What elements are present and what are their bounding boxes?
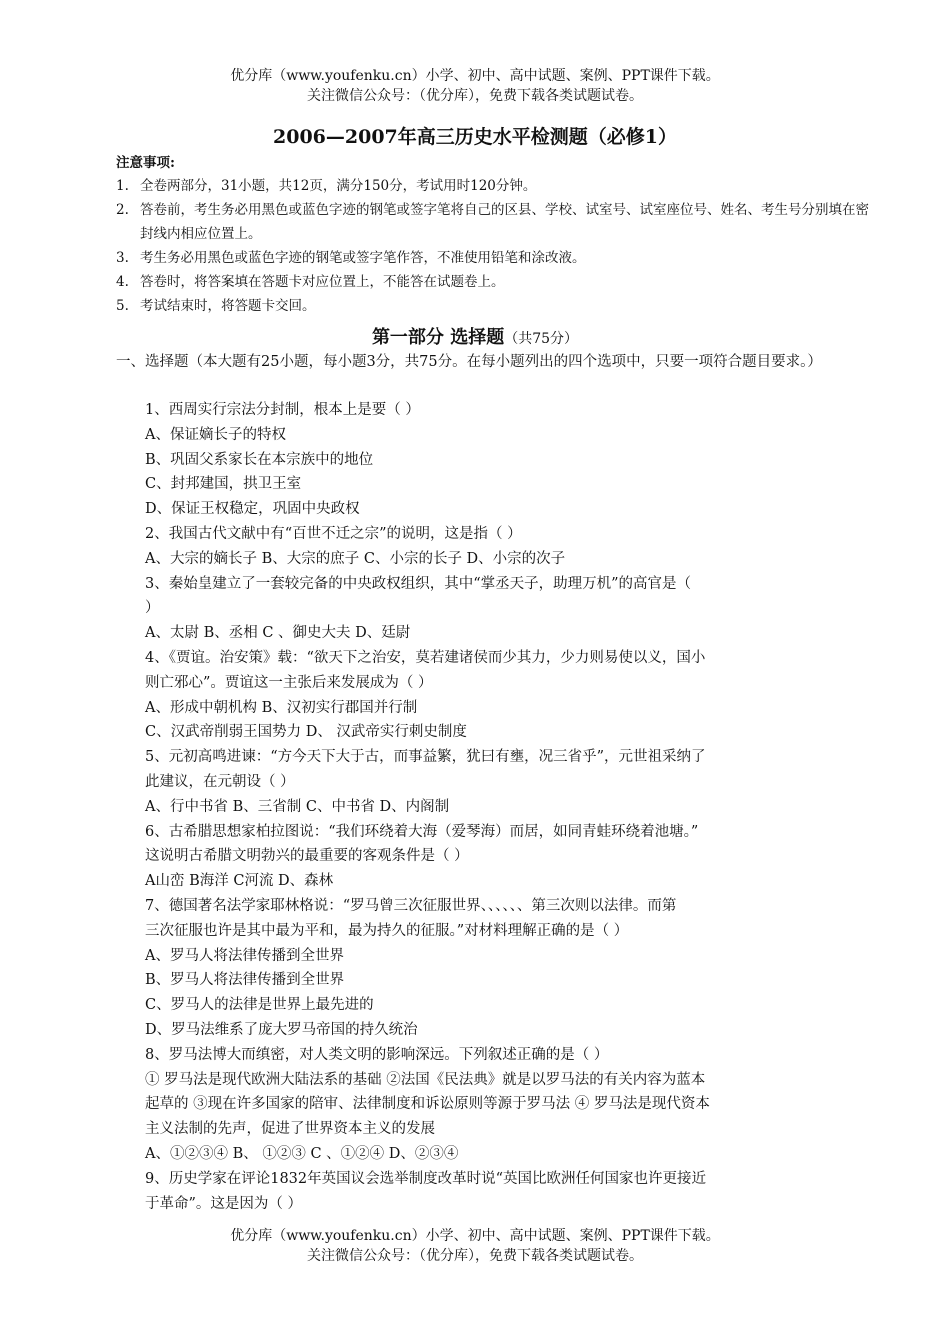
notice-item-text: 考试结束时，将答题卡交回。: [140, 298, 316, 314]
notice-heading: 注意事项:: [116, 155, 175, 171]
section-title-score: （共75分）: [504, 331, 579, 347]
question-line: A、①②③④ B、 ①②③ C 、①②④ D、②③④: [145, 1145, 459, 1162]
question-line: 6、古希腊思想家柏拉图说：“我们环绕着大海（爱琴海）而居，如同青蛙环绕着池塘。”: [145, 823, 699, 840]
question-line: 9、历史学家在评论1832年英国议会选举制度改革时说“英国比欧洲任何国家也许更接近: [145, 1170, 707, 1187]
question-line: A、保证嫡长子的特权: [145, 426, 286, 443]
question-line: C、封邦建国，拱卫王室: [145, 476, 302, 493]
question-line: ① 罗马法是现代欧洲大陆法系的基础 ②法国《民法典》就是以罗马法的有关内容为蓝本: [145, 1071, 706, 1088]
question-line: 此建议，在元朝设（ ）: [145, 773, 295, 790]
question-line: 8、罗马法博大而缜密，对人类文明的影响深远。下列叙述正确的是（ ）: [145, 1046, 609, 1063]
section-title: [0, 325, 950, 352]
question-line: 主义法制的先声，促进了世界资本主义的发展: [145, 1121, 435, 1138]
question-line: 则亡邪心”。贾谊这一主张后来发展成为（ ）: [145, 674, 433, 691]
notice-item: [116, 294, 876, 318]
notice-item-number: 3.: [116, 250, 129, 266]
question-line: D、保证王权稳定，巩固中央政权: [145, 501, 360, 518]
question-line: A、罗马人将法律传播到全世界: [145, 947, 344, 964]
question-line: B、巩固父系家长在本宗族中的地位: [145, 451, 374, 468]
question-line: ）: [145, 600, 160, 617]
footer-line-1: 优分库（www.youfenku.cn）小学、初中、高中试题、案例、PPT课件下载。: [230, 1228, 720, 1244]
exam-title: 2006—2007年高三历史水平检测题（必修1）: [273, 126, 677, 148]
notice-item: [116, 198, 876, 246]
page-footer: [0, 1226, 950, 1266]
notice-item-number: 4.: [116, 274, 129, 290]
footer-line-2: 关注微信公众号：（优分库），免费下载各类试题试卷。: [307, 1248, 643, 1264]
question-line: 3、秦始皇建立了一套较完备的中央政权组织，其中“掌丞天子，助理万机”的高官是（: [145, 575, 692, 592]
header-line-1: 优分库（www.youfenku.cn）小学、初中、高中试题、案例、PPT课件下载。: [230, 68, 720, 84]
question-line: A、行中书省 B、三省制 C、中书省 D、内阁制: [145, 798, 450, 815]
question-line: A、太尉 B、丞相 C 、御史大夫 D、廷尉: [145, 625, 411, 642]
notice-item-text: 答卷时，将答案填在答题卡对应位置上，不能答在试题卷上。: [140, 274, 505, 290]
notice-section: [116, 152, 876, 318]
notice-item-text: 答卷前，考生务必用黑色或蓝色字迹的钢笔或签字笔将自己的区县、学校、试室号、试室座位号、姓名、考生号分别填在密封线内相应位置上。: [140, 202, 869, 242]
header-line-2: 关注微信公众号：（优分库），免费下载各类试题试卷。: [307, 88, 643, 104]
notice-item-number: 2.: [116, 202, 129, 218]
question-line: A、形成中朝机构 B、汉初实行郡国并行制: [145, 699, 418, 716]
question-line: 起草的 ③现在许多国家的陪审、法律制度和诉讼原则等源于罗马法 ④ 罗马法是现代资本: [145, 1096, 710, 1113]
question-line: 2、我国古代文献中有“百世不迁之宗”的说明，这是指（ ）: [145, 525, 522, 542]
question-line: 1、西周实行宗法分封制，根本上是要（ ）: [145, 402, 420, 418]
question-line: A、大宗的嫡长子 B、大宗的庶子 C、小宗的长子 D、小宗的次子: [145, 550, 566, 567]
question-line: D、罗马法维系了庞大罗马帝国的持久统治: [145, 1021, 418, 1038]
section-instructions: 一、选择题（本大题有25小题，每小题3分，共75分。在每小题列出的四个选项中，只要一项符合题目要求。）: [116, 354, 822, 370]
question-line: 4、《贾谊。治安策》载：“欲天下之治安，莫若建诸侯而少其力，少力则易使以义，国小: [145, 649, 706, 666]
page-header: [0, 66, 950, 106]
notice-item-text: 考生务必用黑色或蓝色字迹的钢笔或签字笔作答，不准使用铅笔和涂改液。: [140, 250, 586, 266]
question-line: 这说明古希腊文明勃兴的最重要的客观条件是（ ）: [145, 848, 469, 865]
question-line: C、汉武帝削弱王国势力 D、 汉武帝实行刺史制度: [145, 724, 467, 741]
question-list: [145, 398, 815, 1216]
notice-item-text: 全卷两部分，31小题，共12页，满分150分，考试用时120分钟。: [140, 178, 537, 194]
question-line: 5、元初高鸣进谏：“方今天下大于古，而事益繁，犹曰有壅，况三省乎”，元世祖采纳了: [145, 749, 706, 766]
question-line: C、罗马人的法律是世界上最先进的: [145, 997, 374, 1014]
notice-item: [116, 270, 876, 294]
question-line: B、罗马人将法律传播到全世界: [145, 972, 345, 989]
question-line: 于革命”。这是因为（ ）: [145, 1195, 303, 1212]
question-line: 7、德国著名法学家耶林格说：“罗马曾三次征服世界、、、、、、第三次则以法律。而第: [145, 897, 677, 914]
notice-item: [116, 246, 876, 270]
notice-item-number: 1.: [116, 178, 129, 194]
section-title-main: 第一部分 选择题: [371, 327, 505, 348]
notice-item: [116, 174, 876, 198]
notice-item-number: 5.: [116, 298, 129, 314]
question-line: 三次征服也许是其中最为平和，最为持久的征服。”对材料理解正确的是（ ）: [145, 922, 629, 939]
question-line: A山峦 B海洋 C河流 D、森林: [145, 873, 334, 890]
